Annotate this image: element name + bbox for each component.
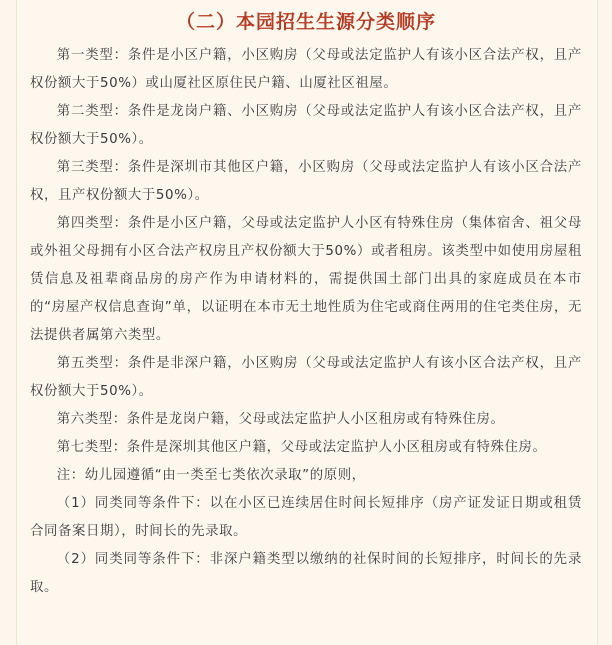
paragraph-type-7: 第七类型：条件是深圳其他区户籍，父母或法定监护人小区租房或有特殊住房。	[56, 440, 547, 455]
paragraph-type-4: 第四类型：条件是小区户籍，父母或法定监护人小区有特殊住房（集体宿舍、祖父母或外祖父母拥有小区合法产权房且产权份额大于50%）或者租房。该类型中如使用房屋租赁信息及祖辈商品房的房产作为申请材料的，需提供国土部门出具的家庭成员在本市的“房屋产权信息查询”单，以证明在本市无土地性质为住宅或商住两用的住宅类住房，无法提供者属第六类型。	[30, 216, 582, 343]
paragraph-note: 注：幼儿园遵循“由一类至七类依次录取”的原则，	[56, 468, 366, 483]
paragraph-type-1: 第一类型：条件是小区户籍，小区购房（父母或法定监护人有该小区合法产权，且产权份额大于50%）或山厦社区原住民户籍、山厦社区祖屋。	[30, 48, 582, 91]
paragraph-type-6: 第六类型：条件是龙岗户籍，父母或法定监护人小区租房或有特殊住房。	[56, 412, 505, 427]
document-title: （二）本园招生生源分类顺序	[175, 11, 436, 33]
paragraph-type-2: 第二类型：条件是龙岗户籍、小区购房（父母或法定监护人有该小区合法产权，且产权份额大于50%）。	[30, 104, 582, 147]
document-body	[30, 42, 582, 602]
paragraph-rule-2: （2）同类同等条件下：非深户籍类型以缴纳的社保时间的长短排序，时间长的先录取。	[30, 552, 582, 595]
paragraph-rule-1: （1）同类同等条件下：以在小区已连续居住时间长短排序（房产证发证日期或租赁合同备案日期），时间长的先录取。	[30, 496, 582, 539]
paragraph-type-5: 第五类型：条件是非深户籍，小区购房（父母或法定监护人有该小区合法产权，且产权份额大于50%）。	[30, 356, 582, 399]
paragraph-type-3: 第三类型：条件是深圳市其他区户籍，小区购房（父母或法定监护人有该小区合法产权，且产权份额大于50%）。	[30, 160, 582, 203]
